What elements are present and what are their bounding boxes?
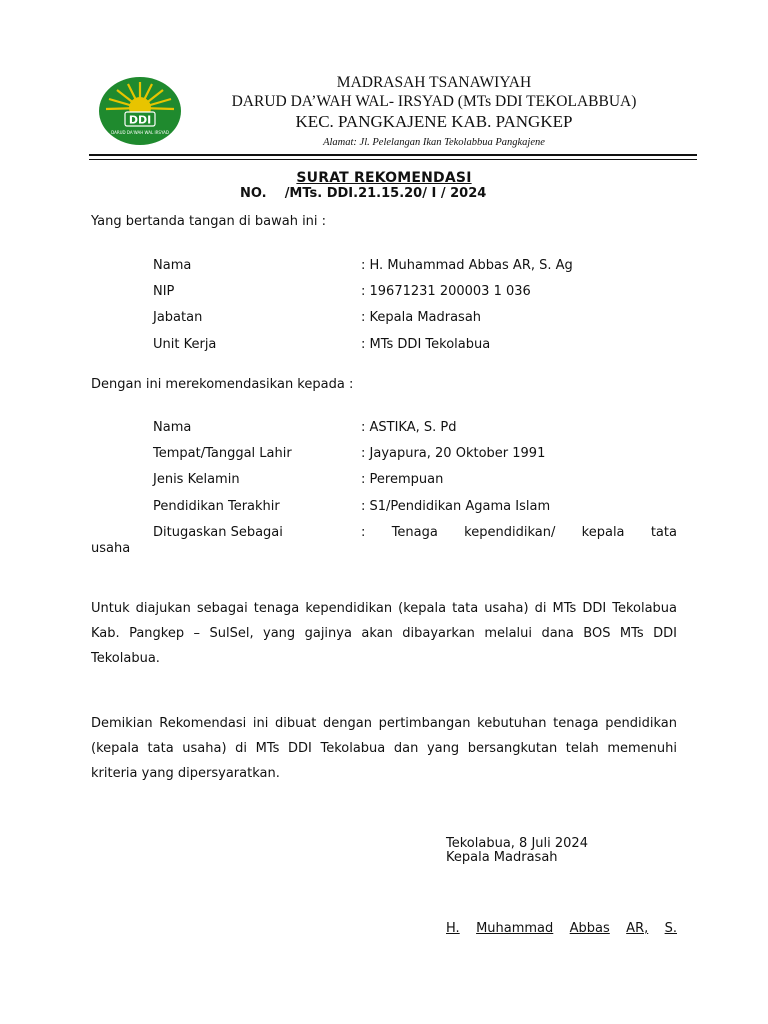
signature-name-word: Abbas (569, 921, 610, 936)
field-value: : Jayapura, 20 Oktober 1991 (361, 446, 546, 461)
field-label: Tempat/Tanggal Lahir (153, 446, 292, 461)
field-value: : S1/Pendidikan Agama Islam (361, 499, 551, 514)
school-name: DARUD DA’WAH WAL- IRSYAD (MTs DDI TEKOLABBUA) (231, 93, 637, 110)
paragraph-closing: Demikian Rekomendasi ini dibuat dengan pertimbangan kebutuhan tenaga pendidikan (kepala tata usaha) di MTs DDI Tekolabua dan yang bersangkutan telah memenuhi kriteria yang dipersyaratkan. (91, 716, 677, 781)
assigned-label: Ditugaskan Sebagai (153, 525, 283, 540)
letterhead (190, 74, 678, 153)
assigned-word: tata (650, 525, 677, 540)
field-label: Pendidikan Terakhir (153, 499, 280, 514)
field-value: : 19671231 200003 1 036 (361, 284, 531, 299)
letterhead-divider-thin (89, 159, 697, 160)
school-address: Alamat: Jl. Pelelangan Ikan Tekolabbua Pangkajene (323, 137, 545, 148)
field-value: : Kepala Madrasah (361, 310, 482, 325)
intro-text: Yang bertanda tangan di bawah ini : (91, 214, 327, 229)
letter-number: NO. /MTs. DDI.21.15.20/ I / 2024 (240, 186, 487, 201)
assigned-word: kependidikan/ (464, 525, 556, 540)
assigned-word: Tenaga (391, 525, 438, 540)
field-value: : ASTIKA, S. Pd (361, 420, 457, 435)
recommend-intro: Dengan ini merekomendasikan kepada : (91, 377, 354, 392)
field-label: NIP (153, 284, 175, 299)
letterhead-divider-thick (89, 154, 697, 156)
signature-name (446, 921, 677, 936)
field-label: Jenis Kelamin (153, 472, 240, 487)
field-value: : MTs DDI Tekolabua (361, 337, 491, 352)
signature-position: Kepala Madrasah (446, 850, 558, 865)
assigned-continuation: usaha (91, 541, 131, 556)
field-label: Nama (153, 258, 192, 273)
field-label: Jabatan (153, 310, 203, 325)
school-logo (98, 76, 182, 146)
field-label: Nama (153, 420, 192, 435)
paragraph-purpose: Untuk diajukan sebagai tenaga kependidikan (kepala tata usaha) di MTs DDI Tekolabua Kab. Pangkep – SulSel, yang gajinya akan dibayarkan melalui dana BOS MTs DDI Tekolabua. (91, 601, 677, 666)
logo-text: DDI (128, 113, 152, 127)
signature-name-word: AR, (626, 921, 649, 936)
logo-subtext: DARUD DA'WAH WAL IRSYAD (111, 130, 169, 135)
signature-place-date: Tekolabua, 8 Juli 2024 (446, 836, 588, 851)
field-label: Unit Kerja (153, 337, 217, 352)
school-type: MADRASAH TSANAWIYAH (336, 74, 532, 91)
signature-name-word: H. (446, 921, 460, 936)
assigned-word: kepala (581, 525, 625, 540)
field-value: : H. Muhammad Abbas AR, S. Ag (361, 258, 573, 273)
assigned-value (361, 525, 677, 540)
signature-name-word: Muhammad (476, 921, 554, 936)
letter-title: SURAT REKOMENDASI (296, 170, 472, 186)
field-value: : Perempuan (361, 472, 444, 487)
signature-name-word: S. (664, 921, 677, 936)
school-district: KEC. PANGKAJENE KAB. PANGKEP (295, 112, 573, 131)
assigned-word: : (361, 525, 366, 540)
